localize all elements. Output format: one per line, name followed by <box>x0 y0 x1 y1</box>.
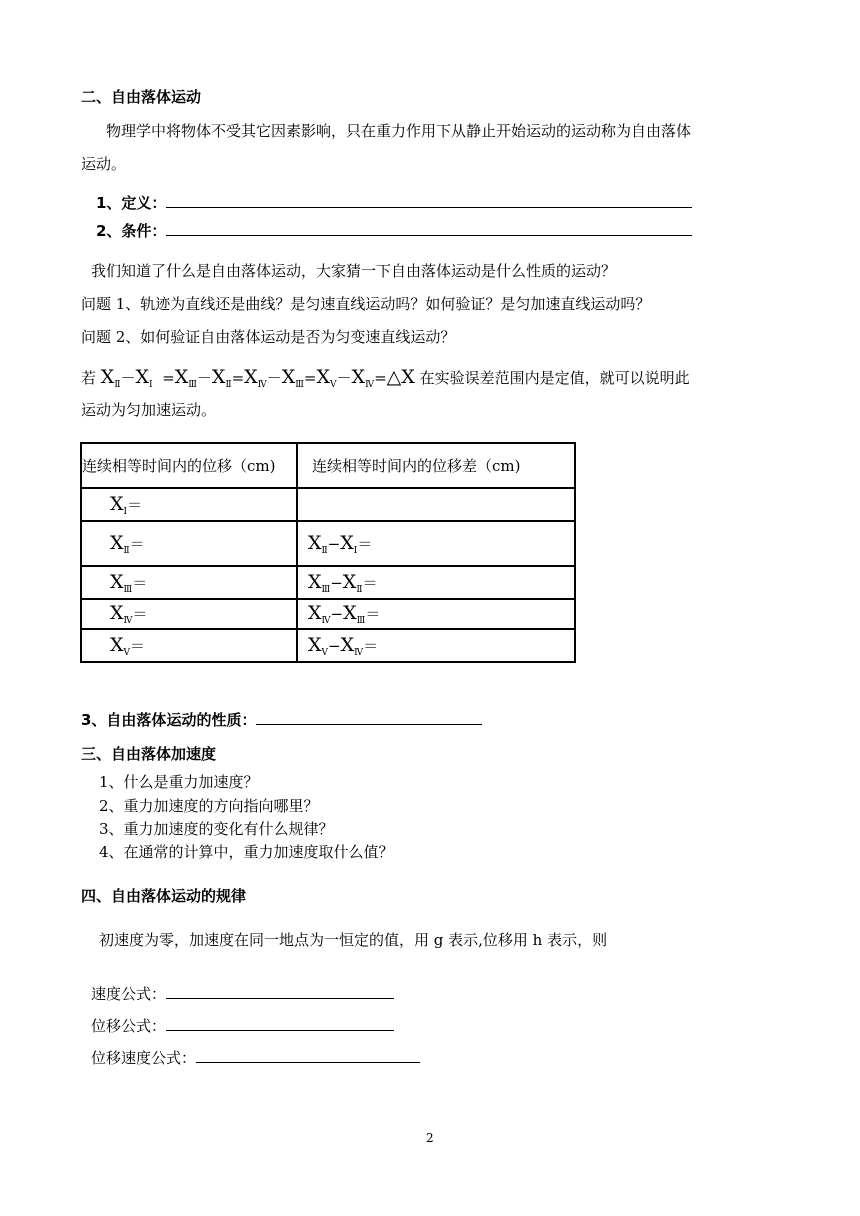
condition-label: 2、条件： <box>96 222 167 240</box>
cell-diff-5-4[interactable]: $X_Ⅴ-X_Ⅳ=$ <box>297 629 575 662</box>
property-blank[interactable] <box>256 710 482 725</box>
formula-sub: Ⅲ <box>188 380 197 390</box>
cell-diff-2-1[interactable]: $X_Ⅱ-X_Ⅰ=$ <box>297 521 575 566</box>
cell-x5[interactable]: $X_Ⅴ=$ <box>81 629 297 662</box>
header-displacement: 连续相等时间内的位移（cm) <box>81 443 297 488</box>
formula-eq: = <box>162 369 175 387</box>
formula-minus: － <box>120 369 136 387</box>
formula-sub: Ⅲ <box>295 380 304 390</box>
displacement-table <box>80 442 576 663</box>
formula-sub: Ⅳ <box>365 380 375 390</box>
formula-eq: = <box>303 369 317 387</box>
displacement-velocity-label: 位移速度公式： <box>91 1049 197 1067</box>
formula-eq: = <box>231 369 245 387</box>
list-item: 2、重力加速度的方向指向哪里？ <box>99 797 319 815</box>
list-item: 4、在通常的计算中，重力加速度取什么值？ <box>99 843 394 861</box>
formula-line-2: 运动为匀加速运动。 <box>81 401 217 419</box>
section-3-title: 三、自由落体加速度 <box>81 745 217 763</box>
formula-sub: Ⅰ <box>149 380 153 390</box>
cell-x1[interactable]: $X_Ⅰ=$ <box>81 488 297 521</box>
page-number: 2 <box>426 1131 434 1145</box>
formula-sub: Ⅱ <box>225 380 232 390</box>
question-2: 问题 2、如何验证自由落体运动是否为匀变速直线运动？ <box>81 328 456 346</box>
condition-blank[interactable] <box>166 221 692 236</box>
cell-x3[interactable]: $X_Ⅲ=$ <box>81 566 297 599</box>
formula-x: X <box>281 366 296 388</box>
property-row <box>81 709 482 730</box>
section-2-title: 二、自由落体运动 <box>81 88 202 106</box>
section-4-intro: 初速度为零，加速度在同一地点为一恒定的值，用 g 表示,位移用 h 表示，则 <box>99 931 608 949</box>
formula-x: X <box>316 366 331 388</box>
displacement-velocity-row <box>91 1047 420 1068</box>
speed-formula-row <box>91 983 394 1004</box>
formula-minus: － <box>196 369 212 387</box>
cell-diff-empty[interactable] <box>297 488 575 521</box>
formula-x: X <box>135 366 149 388</box>
table-row <box>81 629 575 662</box>
property-label: 3、自由落体运动的性质： <box>81 711 257 729</box>
formula-minus: － <box>266 369 282 387</box>
cell-x4[interactable]: $X_Ⅳ=$ <box>81 599 297 629</box>
definition-row <box>96 192 692 213</box>
formula-x: X <box>211 366 226 388</box>
table-header-row <box>81 443 575 488</box>
condition-row <box>96 220 692 241</box>
guess-text: 我们知道了什么是自由落体运动，大家猜一下自由落体运动是什么性质的运动？ <box>91 262 617 280</box>
cell-x2[interactable]: $X_Ⅱ=$ <box>81 521 297 566</box>
formula-x: X <box>174 366 189 388</box>
list-item: 3、重力加速度的变化有什么规律？ <box>99 820 334 838</box>
formula-x: X <box>351 366 366 388</box>
formula-minus: － <box>336 369 352 387</box>
formula-sub: Ⅴ <box>330 380 337 390</box>
header-displacement-diff: 连续相等时间内的位移差（cm) <box>297 443 575 488</box>
formula-delta: △X <box>386 366 415 388</box>
formula-ruo: 若 <box>81 369 97 387</box>
speed-formula-blank[interactable] <box>166 984 394 999</box>
intro-line-2: 运动。 <box>81 155 127 173</box>
definition-blank[interactable] <box>166 193 692 208</box>
definition-label: 1、定义： <box>96 194 167 212</box>
table-row <box>81 488 575 521</box>
formula-eq: = <box>374 369 387 387</box>
section-4-title: 四、自由落体运动的规律 <box>81 887 247 905</box>
formula-sub: Ⅳ <box>257 380 267 390</box>
speed-formula-label: 速度公式： <box>91 985 167 1003</box>
displacement-formula-label: 位移公式： <box>91 1017 167 1035</box>
formula-x: X <box>244 366 258 388</box>
formula-x: X <box>100 366 115 388</box>
table-row <box>81 566 575 599</box>
displacement-velocity-blank[interactable] <box>196 1048 420 1063</box>
table-row <box>81 521 575 566</box>
displacement-formula-row <box>91 1015 394 1036</box>
cell-diff-4-3[interactable]: $X_Ⅳ-X_Ⅲ=$ <box>297 599 575 629</box>
formula-line <box>81 366 690 390</box>
question-1: 问题 1、轨迹为直线还是曲线？是匀速直线运动吗？如何验证？是匀加速直线运动吗？ <box>81 295 651 313</box>
intro-line-1: 物理学中将物体不受其它因素影响，只在重力作用下从静止开始运动的运动称为自由落体 <box>106 122 692 140</box>
list-item: 1、什么是重力加速度？ <box>99 773 259 791</box>
table-row <box>81 599 575 629</box>
displacement-formula-blank[interactable] <box>166 1016 394 1031</box>
cell-diff-3-2[interactable]: $X_Ⅲ-X_Ⅱ=$ <box>297 566 575 599</box>
formula-sub: Ⅱ <box>114 380 121 390</box>
formula-tail: 在实验误差范围内是定值，就可以说明此 <box>419 369 690 387</box>
